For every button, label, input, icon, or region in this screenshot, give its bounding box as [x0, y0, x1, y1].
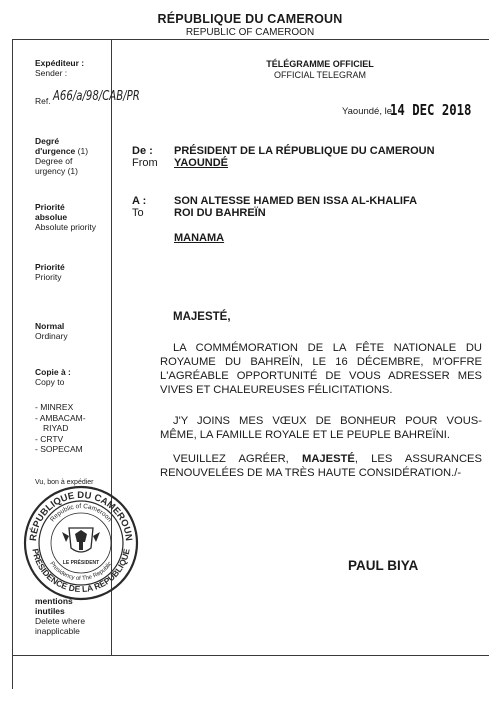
from-line2: YAOUNDÉ [174, 157, 228, 169]
paragraph-3 [160, 452, 482, 480]
p1-line: ROYAUME DU BAHREÏN, LE 16 DÉCEMBRE, M'OFFRE [160, 356, 482, 368]
sender-label-fr: Expéditeur : [35, 58, 85, 68]
p3-text: , LES ASSURANCES [354, 453, 482, 465]
p3-line [160, 452, 482, 466]
to-line1: SON ALTESSE HAMED BEN ISSA AL-KHALIFA [174, 195, 418, 207]
p1-line: L'AGRÉABLE OPPORTUNITÉ DE VOUS ADRESSER MES [160, 370, 482, 382]
seen-to-send: Vu, bon à expédier [35, 479, 94, 486]
seal-outer-bottom-text: PRÉSIDENCE DE LA RÉPUBLIQUE [30, 547, 132, 595]
presidential-seal [22, 484, 140, 602]
from-label-en: From [132, 157, 158, 169]
urgency-num: (1) [77, 146, 89, 156]
from-line1: PRÉSIDENT DE LA RÉPUBLIQUE DU CAMEROUN [174, 145, 435, 157]
inutiles-fr: inutiles [35, 606, 65, 616]
urgency-label-en2: urgency (1) [35, 166, 78, 176]
seal-inner-bottom-text: Presidency of The Republic [48, 560, 114, 583]
p2-line: J'Y JOINS MES VŒUX DE BONHEUR POUR VOUS- [173, 415, 482, 427]
copy-item: - MINREX [35, 402, 74, 412]
absolute-priority-en: Absolute priority [35, 222, 96, 232]
p2-line: MÊME, LA FAMILLE ROYALE ET LE PEUPLE BAHREÏNI. [160, 429, 450, 441]
left-border [12, 39, 13, 689]
copy-item: RIYAD [43, 423, 69, 433]
footer-rule [12, 655, 489, 656]
absolute-priority-fr2: absolue [35, 212, 68, 222]
to-line2: ROI DU BAHREÏN [174, 207, 266, 219]
copy-item: - SOPECAM [35, 444, 83, 454]
to-label-en: To [132, 207, 144, 219]
signature-name: PAUL BIYA [348, 558, 419, 573]
to-line3: MANAMA [174, 232, 225, 244]
paragraph-2 [160, 414, 482, 442]
urgency-label-en1: Degree of [35, 156, 73, 166]
absolute-priority-fr1: Priorité [35, 202, 65, 212]
priority-en: Priority [35, 272, 62, 282]
sender-label-en: Sender : [35, 68, 68, 78]
to-label-fr: A : [132, 195, 147, 207]
date-place: Yaoundé, le [342, 106, 393, 117]
copy-to-en: Copy to [35, 377, 65, 387]
seal-center-text: LE PRÉSIDENT [62, 560, 100, 566]
delete-en2: inapplicable [35, 626, 80, 636]
copy-to-fr: Copie à : [35, 367, 71, 377]
normal-en: Ordinary [35, 331, 68, 341]
ref-number-handwritten: A66/a/98/CAB/PR [53, 89, 140, 104]
header-rule [12, 39, 489, 40]
normal-fr: Normal [35, 321, 65, 331]
coat-of-arms-icon [62, 528, 100, 552]
p3-line: RENOUVELÉES DE MA TRÈS HAUTE CONSIDÉRATION./- [160, 467, 462, 479]
copy-item: - CRTV [35, 433, 64, 444]
salutation: MAJESTÉ, [173, 311, 231, 323]
mentions-fr: mentions [35, 596, 73, 606]
seal-outer-top-text: RÉPUBLIQUE DU CAMEROUN [27, 489, 135, 542]
telegram-type-fr: TÉLÉGRAMME OFFICIEL [266, 59, 374, 69]
urgency-word: d'urgence [35, 146, 76, 156]
priority-fr: Priorité [35, 262, 65, 272]
p3-text: VEUILLEZ AGRÉER, [173, 453, 302, 465]
p1-line: LA COMMÉMORATION DE LA FÊTE NATIONALE DU [173, 342, 482, 354]
p1-line: VIVES ET CHALEUREUSES FÉLICITATIONS. [160, 384, 393, 396]
republic-title-fr: RÉPUBLIQUE DU CAMEROUN [157, 12, 343, 26]
date-stamp: 14 DEC 2018 [390, 101, 472, 119]
p3-majeste: MAJESTÉ [302, 453, 355, 465]
paragraph-1 [160, 341, 482, 397]
ref-label: Ref. [35, 96, 51, 106]
republic-title-en: REPUBLIC OF CAMEROON [185, 27, 315, 38]
delete-en1: Delete where [35, 616, 86, 626]
urgency-label-fr: Degré [35, 136, 60, 146]
copy-item: - AMBACAM- [35, 412, 86, 423]
copy-list [35, 402, 86, 455]
from-label-fr: De : [132, 145, 153, 157]
telegram-type-en: OFFICIAL TELEGRAM [273, 70, 367, 80]
seal-inner-top-text: Republic of Cameroon [49, 502, 113, 524]
urgency-label-fr2 [35, 146, 88, 156]
